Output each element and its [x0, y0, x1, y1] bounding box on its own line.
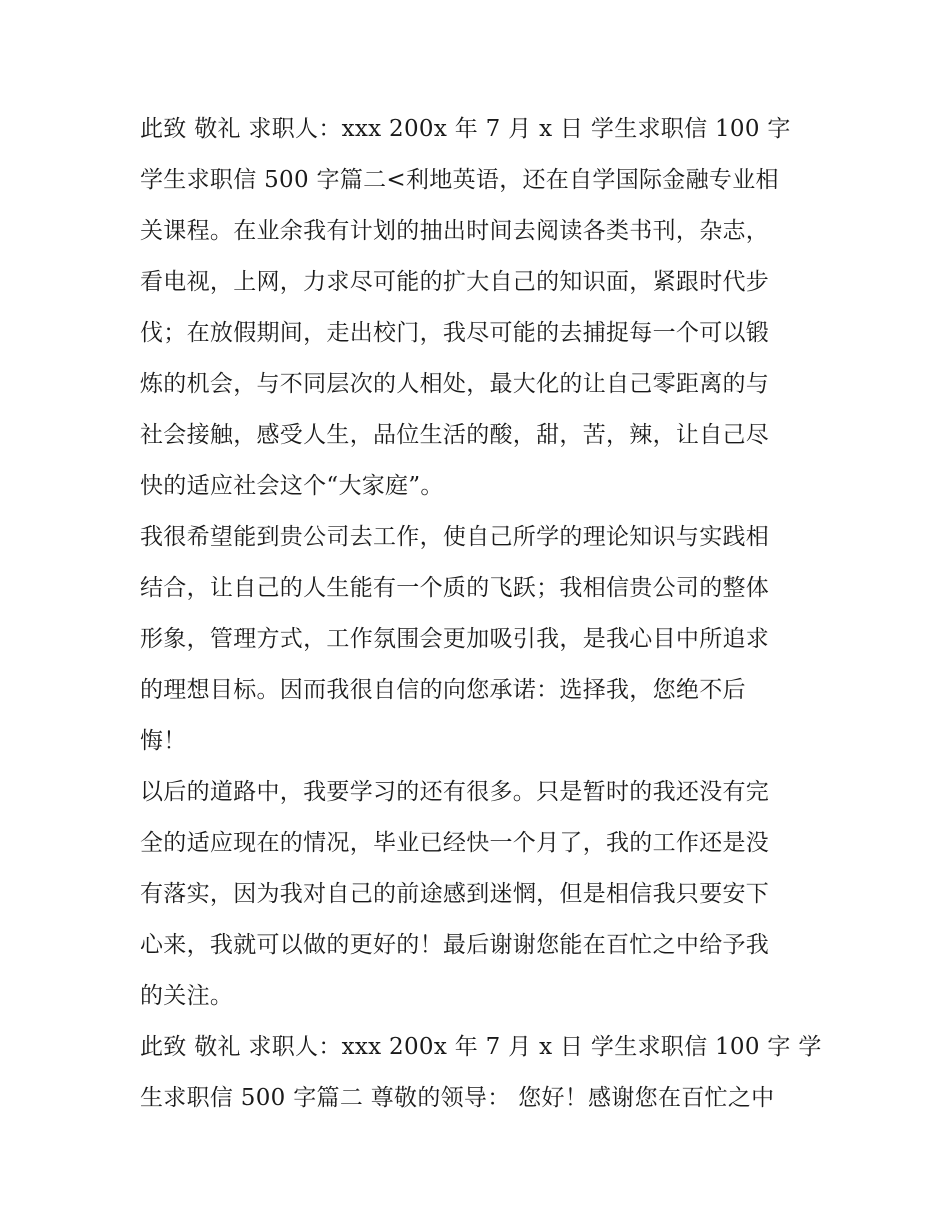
- text-line: 伐；在放假期间，走出校门，我尽可能的去捕捉每一个可以锻: [140, 320, 770, 346]
- text-line: 关课程。在业余我有计划的抽出时间去阅读各类书刊，杂志，: [140, 218, 770, 244]
- text-line: 学生求职信 500 字篇二<利地英语，还在自学国际金融专业相: [140, 167, 779, 193]
- text-line: 我很希望能到贵公司去工作，使自己所学的理论知识与实践相: [140, 524, 770, 550]
- paragraph-3: [140, 767, 820, 1022]
- paragraph-2: [140, 512, 820, 767]
- document-body: [140, 104, 820, 1124]
- text-line: 有落实，因为我对自己的前途感到迷惘，但是相信我只要安下: [140, 881, 770, 907]
- text-line: 社会接触，感受人生，品位生活的酸，甜，苦，辣，让自己尽: [140, 422, 770, 448]
- text-line: 全的适应现在的情况，毕业已经快一个月了，我的工作还是没: [140, 830, 770, 856]
- text-line: 快的适应社会这个“大家庭”。: [140, 473, 444, 499]
- paragraph-1: [140, 104, 820, 512]
- text-line: 此致 敬礼 求职人：xxx 200x 年 7 月 x 日 学生求职信 100 字 学: [140, 1034, 822, 1060]
- paragraph-4: [140, 1022, 820, 1124]
- text-line: 悔！: [140, 728, 187, 754]
- text-line: 生求职信 500 字篇二 尊敬的领导： 您好！感谢您在百忙之中: [140, 1085, 775, 1111]
- text-line: 结合，让自己的人生能有一个质的飞跃；我相信贵公司的整体: [140, 575, 770, 601]
- text-line: 的关注。: [140, 983, 234, 1009]
- text-line: 看电视，上网，力求尽可能的扩大自己的知识面，紧跟时代步: [140, 269, 770, 295]
- text-line: 心来，我就可以做的更好的！最后谢谢您能在百忙之中给予我: [140, 932, 770, 958]
- text-line: 炼的机会，与不同层次的人相处，最大化的让自己零距离的与: [140, 371, 770, 397]
- text-line: 以后的道路中，我要学习的还有很多。只是暂时的我还没有完: [140, 779, 770, 805]
- text-line: 此致 敬礼 求职人：xxx 200x 年 7 月 x 日 学生求职信 100 字: [140, 116, 791, 142]
- text-line: 形象，管理方式，工作氛围会更加吸引我，是我心目中所追求: [140, 626, 770, 652]
- text-line: 的理想目标。因而我很自信的向您承诺：选择我，您绝不后: [140, 677, 746, 703]
